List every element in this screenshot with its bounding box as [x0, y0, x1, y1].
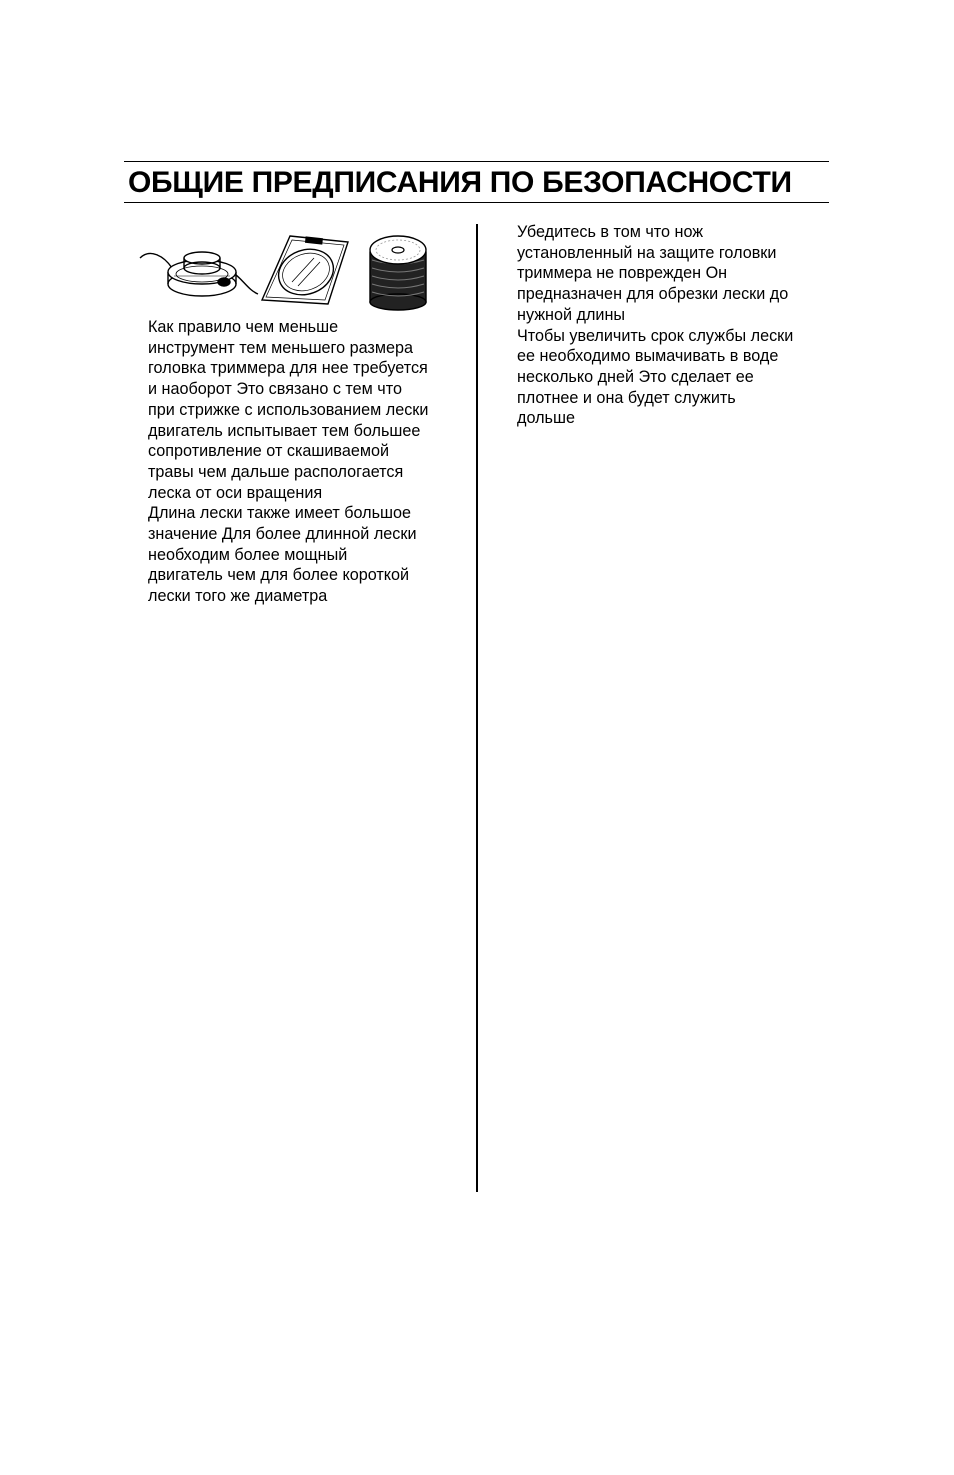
- right-column: [517, 222, 835, 429]
- line-package-icon: [262, 236, 348, 304]
- header-rule-bottom: [124, 202, 829, 203]
- paragraph: Чтобы увеличить срок службы лески ее необходимо вымачивать в воде несколько дней Это сделает ее плотнее и она будет служить дольше: [517, 326, 794, 428]
- left-column: [148, 317, 466, 607]
- paragraph: Длина лески также имеет большое значение Для более длинной лески необходим более мощный двигатель чем для более короткой лески того же диаметра: [148, 504, 417, 606]
- header-rule-top: [124, 161, 829, 162]
- paragraph: Как правило чем меньше инструмент тем меньшего размера головка триммера для нее требуется и наоборот Это связано с тем что при стрижке с использованием лески двигатель испытывает тем большее сопротивление от скашиваемой травы чем дальше распологается леска от оси вращения: [148, 318, 429, 502]
- line-spool-icon: [370, 236, 426, 310]
- column-divider: [476, 224, 478, 1192]
- trimmer-accessories-illustration: [138, 228, 438, 316]
- trimmer-head-icon: [140, 252, 258, 296]
- page-title: ОБЩИЕ ПРЕДПИСАНИЯ ПО БЕЗОПАСНОСТИ: [128, 166, 792, 199]
- paragraph: Убедитесь в том что нож установленный на защите головки триммера не поврежден Он предназначен для обрезки лески до нужной длины: [517, 223, 789, 324]
